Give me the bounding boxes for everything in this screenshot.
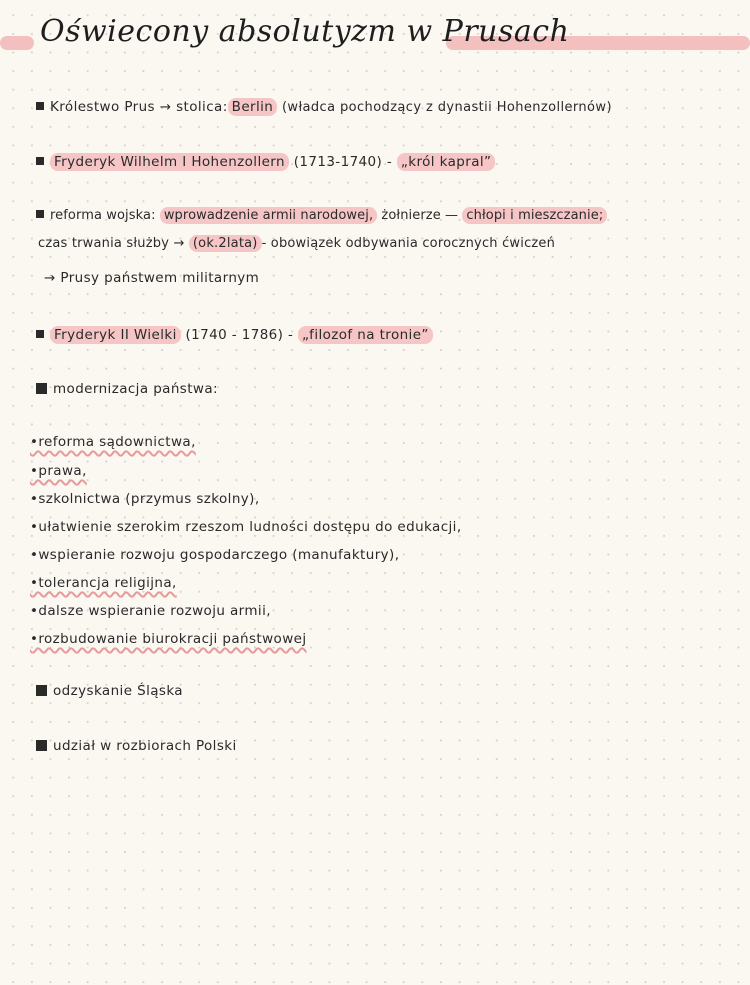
modernization-item: •reforma sądownictwa, <box>30 434 196 450</box>
modernization-item: •wspieranie rozwoju gospodarczego (manufaktury), <box>30 547 400 563</box>
bullet-square <box>36 157 44 165</box>
highlight-peasants-townspeople: chłopi i mieszczanie; <box>462 207 607 224</box>
note-modernization-heading: modernizacja państwa: <box>36 381 218 397</box>
bullet-square <box>36 685 47 696</box>
modernization-item: •szkolnictwa (przymus szkolny), <box>30 491 260 507</box>
bullet-square <box>36 383 47 394</box>
note-militaristic-state: → Prusy państwem militarnym <box>44 270 260 286</box>
highlight-filozof: „filozof na tronie” <box>298 326 433 344</box>
highlight-national-army: wprowadzenie armii narodowej, <box>160 207 377 224</box>
note-prussia-capital: Królestwo Prus → stolica: Berlin (władca pochodzący z dynastii Hohenzollernów) <box>36 99 612 115</box>
note-army-reform: reforma wojska: wprowadzenie armii narodowej, żołnierze — chłopi i mieszczanie; <box>36 208 607 223</box>
note-silesia: odzyskanie Śląska <box>36 683 183 699</box>
highlight-berlin: Berlin <box>228 98 278 116</box>
note-service-duration: czas trwania służby → (ok.2lata) - obowiązek odbywania corocznych ćwiczeń <box>38 236 556 251</box>
modernization-item: •rozbudowanie biurokracji państwowej <box>30 631 307 647</box>
modernization-item: •prawa, <box>30 463 87 479</box>
note-fryderyk-wilhelm: Fryderyk Wilhelm I Hohenzollern (1713-1740) - „król kapral” <box>36 154 495 170</box>
highlight-fryderyk-ii: Fryderyk II Wielki <box>50 326 181 344</box>
bullet-square <box>36 102 44 110</box>
bullet-square <box>36 210 44 218</box>
page-title: Oświecony absolutyzm w Prusach <box>40 14 570 49</box>
bullet-square <box>36 330 44 338</box>
highlight-krol-kapral: „król kapral” <box>397 153 496 171</box>
modernization-item: •dalsze wspieranie rozwoju armii, <box>30 603 271 619</box>
modernization-item: •ułatwienie szerokim rzeszom ludności dostępu do edukacji, <box>30 519 462 535</box>
bullet-square <box>36 740 47 751</box>
note-fryderyk-ii: Fryderyk II Wielki (1740 - 1786) - „filozof na tronie” <box>36 327 433 343</box>
note-partitions: udział w rozbiorach Polski <box>36 738 237 754</box>
title-highlight-left <box>0 36 34 50</box>
highlight-fryderyk-wilhelm: Fryderyk Wilhelm I Hohenzollern <box>50 153 289 171</box>
modernization-item: •tolerancja religijna, <box>30 575 177 591</box>
highlight-2-years: (ok.2lata) <box>189 235 262 252</box>
